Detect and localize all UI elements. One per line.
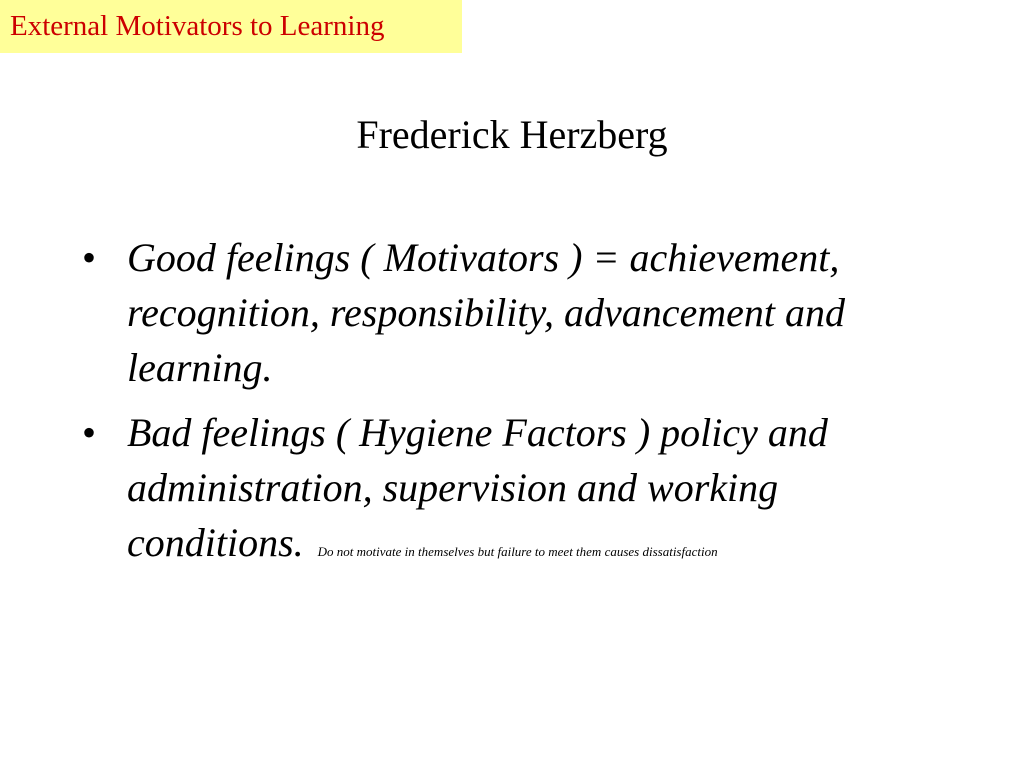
section-label-text: External Motivators to Learning [10, 10, 385, 42]
slide-title: Frederick Herzberg [356, 112, 668, 157]
bullet-text: Good feelings ( Motivators ) = achievement, recognition, responsibility, advancement and learning. [127, 235, 846, 390]
bullet-item-hygiene-factors [82, 405, 962, 570]
section-label [0, 0, 462, 53]
bullet-item-motivators [82, 230, 962, 395]
bullet-text: Bad feelings ( Hygiene Factors ) policy and administration, supervision and working conditions. [127, 410, 828, 565]
bullet-marker: • [82, 410, 97, 455]
bullet-list [82, 230, 962, 580]
bullet-footnote: Do not motivate in themselves but failure to meet them causes dissatisfaction [317, 544, 718, 559]
bullet-marker: • [82, 235, 97, 280]
